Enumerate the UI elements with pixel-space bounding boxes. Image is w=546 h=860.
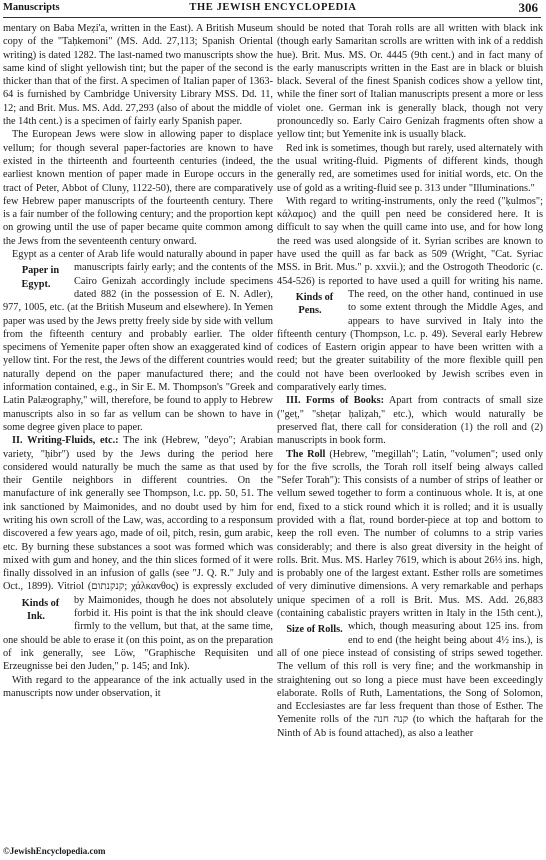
- header-rule: [3, 17, 541, 18]
- paragraph: mentary on Baba Meẓi'a, written in the East). A British Museum copy of the "Taḥkemoni" (MS. Add. 27,113; Spanish Oriental writing) is dated 1282. The last-named two manuscripts show the same kind of slight yellowish tint; but the paper of the second is thicker than that of the first. A specimen of Italian paper of 1363-64 is furnished by Cambridge University Library MSS. Dd. 11, 12; and Brit. Mus. MS. Add. 27,293 (also of about the middle of the 14th cent.) is a specimen of fairly early Spanish paper.: [3, 23, 273, 128]
- paragraph: [277, 448, 543, 741]
- right-column: [277, 22, 543, 844]
- paragraph: should be noted that Torah rolls are all written with black ink (though early Samaritan scrolls are written with ink of a reddish hue). Brit. Mus. MS. Or. 4445 (9th cent.) and in fact many of the early manuscripts written in the East are in black or bluish black. Several of the finest Spanish codices show a yellow tint, while the finer sort of Italian manuscripts present a more or less violet one. German ink is generally black, though not very pronouncedly so. Early Cairo Genizah fragments often show a yellow tint; but Yemenite ink is usually black.: [277, 23, 543, 141]
- sidenote-kinds-of-pens: Kinds of Pens.: [295, 291, 334, 317]
- subsection-heading: The Roll: [286, 448, 326, 460]
- left-column: [3, 22, 273, 844]
- journal-title: THE JEWISH ENCYCLOPEDIA: [189, 2, 357, 13]
- paragraph-text: Egypt as a center of Arab life would naturally abound in paper manuscripts fairly early; and the: [12, 249, 273, 274]
- sidenote-kinds-of-ink: Kinds of Ink.: [21, 597, 60, 623]
- section-heading: II. Writing-Fluids, etc.:: [12, 435, 119, 447]
- paragraph: [3, 434, 273, 673]
- sidenote-size-of-rolls: Size of Rolls.: [286, 624, 343, 636]
- page-header: [0, 0, 546, 18]
- page-number: 306: [518, 0, 538, 15]
- section-title: Manuscripts: [3, 2, 60, 13]
- paragraph-text: forbid it. His point is that the ink should cleave firmly to the vellum, but that, at the same time, one should be able to erase it (on this point, as on the preparation of ink generally, see Löw, "Graphische Requisiten und Erzeugnisse bei den Juden," p. 145; and Ink).: [3, 608, 273, 673]
- paragraph: [277, 195, 543, 394]
- paragraph-text: contents of the Cairo Genizah accordingly include specimens dated 882 (in the possession of E. N. Adler), 977, 1005, etc. (at the British Museum and elsewhere). In Yemen paper was used by the Jews pretty freely side by side with vellum from the fifteenth century and probably earlier. The older specimens of Yemenite paper often show an exaggerated kind of yellow tint. For the rest, the Jews of the different countries would naturally depend on the paper manufactured there; and the information contained, e.g., in Sir E. M. Thompson's "Greek and Latin Palæography," will, therefore, be found to apply to Hebrew manuscripts also in so far as vellum can be shown to have in some degree given place to paper.: [3, 262, 273, 433]
- paragraph-text: The ink (Hebrew, "deyo"; Arabian variety, "ḥibr") used by the Jews during the period here considered would naturally be much the same as that used by their Gentile neighbors in different countries. On the manufacture of ink generally see Thompson, l.c. pp. 50, 51. The ink sanctioned by Maimonides, and no doubt used by him for writing his own scroll of the Law, was, according to a responsum discovered a few years ago, made of oil, pitch, resin, gum arabic, etc. By burning these substances a soot was formed which was mixed with gum and honey, and the thin slices formed of it were finally dissolved in an infusion of galls (see "J. Q. R." July and Oct., 1899). Vitriol (קנקנתום; χάλκανθος) is expressly excluded by Maimonides, though he does not absolutely: [3, 435, 273, 606]
- paragraph-text: though measuring about 125 ins. from end to end (the height being about 4½ ins.), is all of one piece instead of consisting of strips sewed together. The vellum of this roll is very fine; and the workmanship in straightening out so long a piece must have been exceedingly elaborate. Rolls of Ruth, Lamentations, the Song of Solomon, and Ecclesiastes are far less frequent than those of Esther. The Yemenite rolls of the קנה חנה (to which the hafṭarah for the Ninth of Ab is found attached), as also a leather: [277, 621, 543, 739]
- paragraph-text: (Hebrew, "megillah"; Latin, "volumen"; used only for the five scrolls, the Torah roll itself being always called "Sefer Torah"): This consists of a number of strips of leather or vellum sewed together to form a continuous whole. It is, at one end, fixed to a stick round which it is rolled; and it is usually provided with a flat, round border-piece at top and bottom to keep the roll even. The number of columns to a strip varies considerably; and there is also great diversity in the height of rolls. Brit. Mus. MS. Harley 7619, which is about 26⅓ ins. high, is probably one of the largest extant. Esther rolls are sometimes of very diminutive dimensions. A very remarkable and perhaps unique specimen of a roll is Brit. Mus. MS. Add. 26,883 (containing cabalistic prayers written in Italy in the 15th cent.), which,: [277, 448, 543, 633]
- sidenote-paper-in-egypt: Paper in Egypt.: [21, 265, 60, 290]
- paragraph: The European Jews were slow in allowing paper to displace vellum; for though several paper-factories are known to have existed in the thirteenth and fourteenth centuries (indeed, the earliest known mention of paper made in Europe occurs in the tract of Peter, Abbot of Cluny, 1122-50), there are comparatively few Hebrew paper manuscripts of the fourteenth century. There is a fair number of the following century; and the proportion kept on growing until the use of paper became quite common among the Jews from the seventeenth century onward.: [3, 129, 273, 247]
- paragraph: With regard to the appearance of the ink actually used in the manuscripts now under observation, it: [3, 674, 273, 699]
- paragraph: Red ink is sometimes, though but rarely, used alternately with the usual writing-fluid. Pigments of different kinds, though generally red, are sometimes used for initial words, etc. On the use of gold as a writing-fluid see p. 313 under "Illuminations.": [277, 142, 543, 194]
- section-heading: III. Forms of Books:: [286, 395, 385, 407]
- copyright-footer: ©JewishEncyclopedia.com: [3, 846, 106, 856]
- paragraph: [3, 248, 273, 434]
- paragraph-text: Apart from contracts of small size ("geṭ," "sheṭar ḥaliẓah," etc.), which would naturally be preserved flat, there call for consideration (1) the roll and (2) manuscripts in book form.: [277, 395, 543, 447]
- paragraph: [277, 394, 543, 447]
- paragraph-text: With regard to writing-instruments, only the reed ("ḳulmos"; κάλαμος) and the quill pen need be considered here. It is difficult to say when the quill came into use, and for how long the reed was used alongside of it. Syrian scribes are known to have used the quill as far back as 509 (Wright, "Cat. Syriac MSS. in Brit. Mus." p. xxvii.); and the Ostrogoth Theodoric (c. 454-526) is reported to have used a quill for writing his name. The reed, on the: [277, 195, 543, 300]
- paragraph-text: other hand, continued in use to some extent through the Middle Ages, and appears to have survived in Italy into the fifteenth century (Thompson, l.c. p. 49). Several early Hebrew codices of Eastern origin appear to have been written with a reed; but the greater suitability of the more flexible quill pen could not have been overlooked by Jewish scribes even in comparatively early times.: [277, 288, 543, 394]
